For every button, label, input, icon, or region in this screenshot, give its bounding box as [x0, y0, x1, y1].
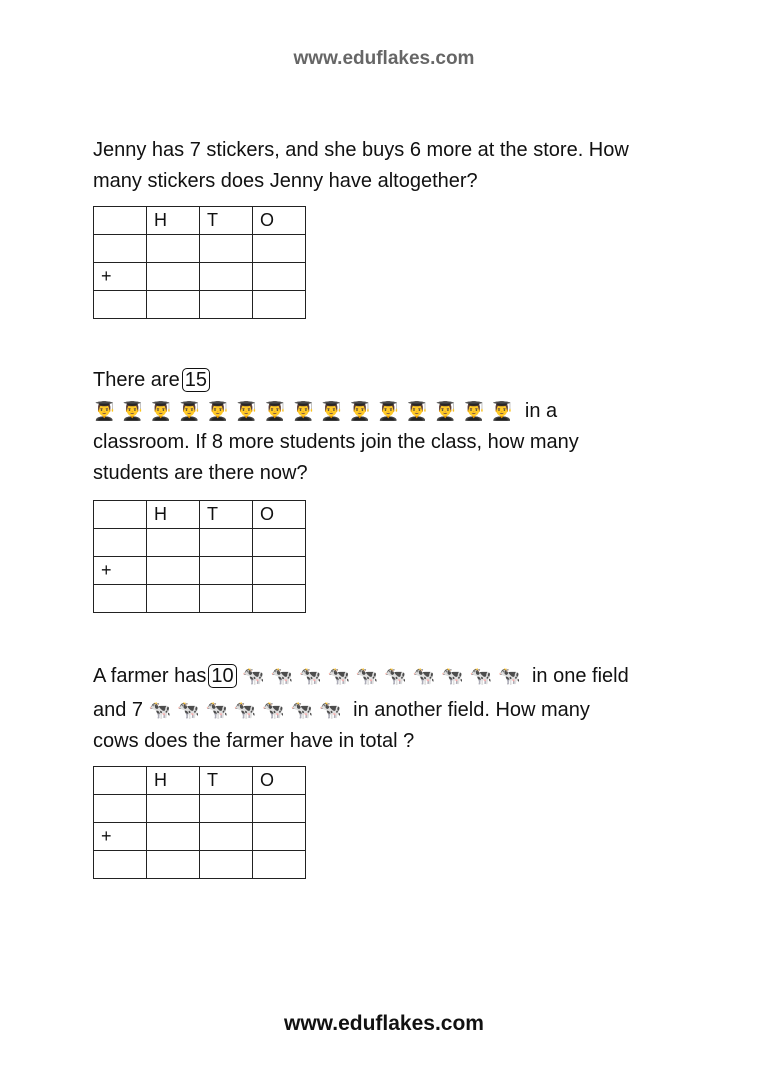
answer-cell[interactable]: [147, 263, 200, 291]
count-box: 10: [208, 664, 236, 688]
cow-icon: 🐄: [498, 666, 523, 686]
student-icon: 👨‍🎓: [462, 401, 487, 421]
answer-cell[interactable]: [200, 529, 253, 557]
student-icon: 👨‍🎓: [377, 401, 402, 421]
site-header[interactable]: www.eduflakes.com: [293, 48, 475, 69]
answer-cell[interactable]: [200, 235, 253, 263]
header-cell: [94, 501, 147, 529]
cow-icon: 🐄: [299, 666, 324, 686]
answer-cell[interactable]: [253, 557, 306, 585]
answer-cell[interactable]: [253, 291, 306, 319]
answer-cell[interactable]: [253, 851, 306, 879]
table-row: [94, 235, 306, 263]
student-icon: 👨‍🎓: [263, 401, 288, 421]
answer-cell[interactable]: [147, 291, 200, 319]
answer-cell[interactable]: [94, 529, 147, 557]
operator-cell: +: [94, 823, 147, 851]
answer-cell[interactable]: [200, 557, 253, 585]
answer-cell[interactable]: [147, 795, 200, 823]
problem-3: [93, 661, 713, 757]
student-icon: 👨‍🎓: [178, 401, 203, 421]
cow-icon: 🐄: [270, 666, 296, 686]
table-row: [94, 585, 306, 613]
answer-cell[interactable]: [147, 557, 200, 585]
answer-cell[interactable]: [253, 585, 306, 613]
header-cell: H: [147, 767, 200, 795]
header-cell: H: [147, 501, 200, 529]
student-icon: 👨‍🎓: [206, 401, 232, 421]
answer-cell[interactable]: [253, 529, 306, 557]
answer-cell[interactable]: [200, 291, 253, 319]
problem-2-rest: classroom. If 8 more students join the class, how many students are there now?: [93, 431, 579, 484]
cow-icon: 🐄: [205, 700, 230, 720]
cow-icon: 🐄: [242, 666, 267, 686]
header-cell: T: [200, 501, 253, 529]
problem-2-lead-line: [93, 365, 693, 396]
answer-cell[interactable]: [200, 823, 253, 851]
student-icon: 👨‍🎓: [405, 401, 431, 421]
answer-cell[interactable]: [94, 795, 147, 823]
student-icon: 👨‍🎓: [434, 401, 459, 421]
table-row: [94, 291, 306, 319]
answer-cell[interactable]: [253, 263, 306, 291]
cow-icon: 🐄: [233, 700, 259, 720]
answer-cell[interactable]: [200, 585, 253, 613]
student-icon: 👨‍🎓: [320, 401, 345, 421]
header-cell: O: [253, 207, 306, 235]
cow-icons-field-2: [149, 699, 348, 721]
cow-icon: 🐄: [441, 666, 466, 686]
table-header-row: [94, 501, 306, 529]
cow-icon: 🐄: [327, 666, 352, 686]
cow-icon: 🐄: [148, 700, 174, 720]
problem-3-rest: cows does the farmer have in total ?: [93, 730, 415, 752]
student-icon: 👨‍🎓: [490, 401, 516, 421]
problem-3-mid-2: in another field. How many: [353, 699, 590, 721]
table-header-row: [94, 207, 306, 235]
problem-3-line-1: [93, 661, 713, 692]
answer-cell[interactable]: [94, 585, 147, 613]
table-row: [94, 557, 306, 585]
operator-cell: +: [94, 263, 147, 291]
answer-cell[interactable]: [200, 851, 253, 879]
header-cell: [94, 207, 147, 235]
problem-2-lead: There are: [93, 369, 180, 391]
header-cell: T: [200, 207, 253, 235]
answer-cell[interactable]: [147, 529, 200, 557]
cow-icons-field-1: [242, 665, 526, 687]
problem-3-lead: A farmer has: [93, 665, 207, 687]
student-icon: 👨‍🎓: [291, 401, 317, 421]
hto-table-2: [93, 500, 306, 613]
answer-cell[interactable]: [147, 235, 200, 263]
answer-cell[interactable]: [94, 291, 147, 319]
header-cell: O: [253, 767, 306, 795]
hto-table-3: [93, 766, 306, 879]
cow-icon: 🐄: [355, 666, 381, 686]
header-cell: [94, 767, 147, 795]
student-icon: 👨‍🎓: [348, 401, 374, 421]
student-icon: 👨‍🎓: [149, 401, 175, 421]
student-row: [93, 396, 693, 427]
problem-1: [93, 135, 693, 197]
problem-3-lead-2: and 7: [93, 699, 144, 721]
answer-cell[interactable]: [200, 795, 253, 823]
table-row: [94, 529, 306, 557]
answer-cell[interactable]: [147, 823, 200, 851]
answer-cell[interactable]: [200, 263, 253, 291]
student-icon: 👨‍🎓: [93, 401, 118, 421]
student-icons: [93, 400, 519, 422]
table-row: [94, 823, 306, 851]
table-row: [94, 851, 306, 879]
hto-table-1: [93, 206, 306, 319]
cow-icon: 🐄: [177, 700, 202, 720]
problem-1-text: Jenny has 7 stickers, and she buys 6 more at the store. How many stickers does Jenny have altogether?: [93, 139, 629, 192]
cow-icon: 🐄: [469, 666, 494, 686]
count-box: 15: [182, 368, 210, 392]
cow-icon: 🐄: [319, 700, 344, 720]
answer-cell[interactable]: [94, 235, 147, 263]
cow-icon: 🐄: [290, 700, 316, 720]
header-cell: O: [253, 501, 306, 529]
answer-cell[interactable]: [147, 585, 200, 613]
problem-2-after: in a: [524, 400, 558, 422]
table-row: [94, 263, 306, 291]
answer-cell[interactable]: [253, 235, 306, 263]
site-footer[interactable]: www.eduflakes.com: [284, 1012, 484, 1035]
student-icon: 👨‍🎓: [235, 401, 260, 421]
answer-cell[interactable]: [147, 851, 200, 879]
table-header-row: [94, 767, 306, 795]
answer-cell[interactable]: [253, 823, 306, 851]
student-icon: 👨‍🎓: [121, 401, 146, 421]
operator-cell: +: [94, 557, 147, 585]
header-cell: T: [200, 767, 253, 795]
cow-icon: 🐄: [412, 666, 438, 686]
answer-cell[interactable]: [253, 795, 306, 823]
table-row: [94, 795, 306, 823]
problem-3-mid-1: in one field: [531, 665, 629, 687]
problem-2: [93, 365, 693, 489]
answer-cell[interactable]: [94, 851, 147, 879]
cow-icon: 🐄: [384, 666, 409, 686]
header-cell: H: [147, 207, 200, 235]
cow-icon: 🐄: [262, 700, 287, 720]
problem-3-line-2: [93, 695, 713, 726]
